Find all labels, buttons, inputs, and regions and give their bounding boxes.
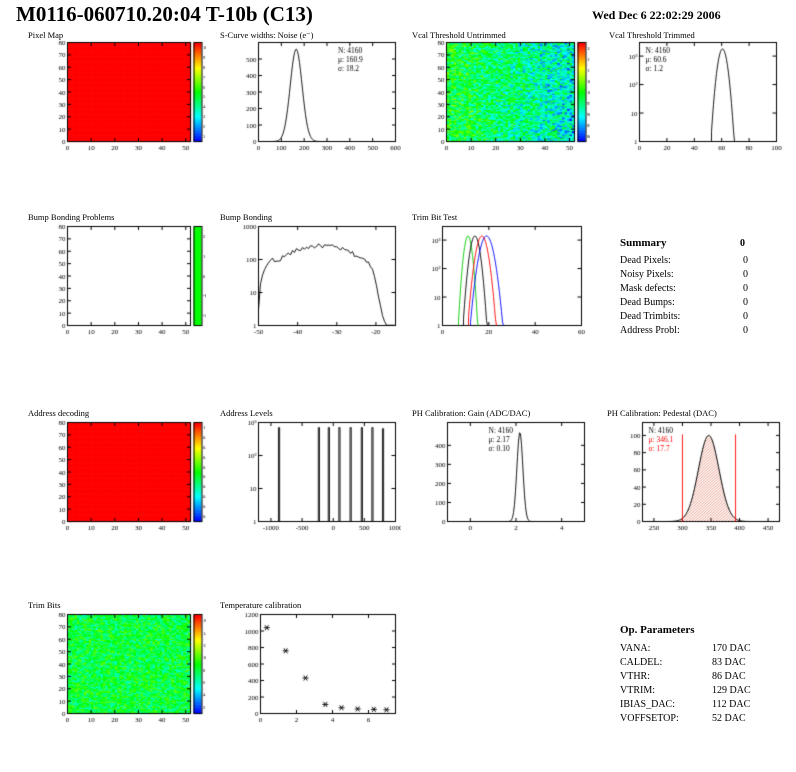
summary-label: Mask defects: (620, 283, 676, 294)
chart-title: Vcal Threshold Trimmed (609, 30, 695, 40)
summary-label: Dead Bumps: (620, 297, 675, 308)
chart-title: Bump Bonding Problems (28, 212, 115, 222)
summary-label: Noisy Pixels: (620, 269, 674, 280)
summary-value: 0 (743, 255, 748, 266)
chart-title: Pixel Map (28, 30, 64, 40)
op-value: 52 DAC (712, 713, 746, 724)
op-label: VTHR: (620, 671, 650, 682)
op-value: 83 DAC (712, 657, 746, 668)
panel-bump-bonding-problems[interactable] (26, 212, 206, 342)
summary-value: 0 (743, 297, 748, 308)
panel-ph-calibration-pedestal[interactable] (605, 408, 795, 538)
chart-title: Address Levels (220, 408, 273, 418)
chart-title: Vcal Threshold Untrimmed (412, 30, 506, 40)
panel-vcal-threshold-untrimmed[interactable] (410, 30, 595, 155)
summary-label: Dead Trimbits: (620, 311, 681, 322)
op-label: VOFFSETOP: (620, 713, 679, 724)
panel-address-decoding[interactable] (26, 408, 206, 538)
panel-temperature-calibration[interactable] (218, 600, 408, 735)
chart-title: PH Calibration: Pedestal (DAC) (607, 408, 717, 418)
op-value: 86 DAC (712, 671, 746, 682)
panel-bump-bonding[interactable] (218, 212, 408, 342)
chart-title: Address decoding (28, 408, 90, 418)
summary-value: 0 (743, 269, 748, 280)
panel-s-curve-widths[interactable] (218, 30, 408, 155)
summary-title: Summary (620, 237, 667, 249)
summary-label: Address Probl: (620, 325, 680, 336)
date-stamp: Wed Dec 6 22:02:29 2006 (592, 8, 721, 22)
chart-title: Trim Bit Test (412, 212, 458, 222)
summary-total: 0 (740, 238, 745, 249)
panel-vcal-threshold-trimmed[interactable] (607, 30, 792, 155)
chart-title: PH Calibration: Gain (ADC/DAC) (412, 408, 531, 418)
page-title: M0116-060710.20:04 T-10b (C13) (16, 2, 313, 26)
summary-label: Dead Pixels: (620, 255, 671, 266)
chart-title: Bump Bonding (220, 212, 273, 222)
summary-value: 0 (743, 311, 748, 322)
summary-value: 0 (743, 283, 748, 294)
op-value: 112 DAC (712, 699, 751, 710)
chart-title: Temperature calibration (220, 600, 302, 610)
panel-trim-bits[interactable] (26, 600, 206, 735)
panel-address-levels[interactable] (218, 408, 408, 538)
chart-title: Trim Bits (28, 600, 61, 610)
op-value: 170 DAC (712, 643, 751, 654)
panel-trim-bit-test[interactable] (410, 212, 595, 342)
op-parameters-title: Op. Parameters (620, 624, 695, 636)
op-label: VTRIM: (620, 685, 655, 696)
panel-ph-calibration-gain[interactable] (410, 408, 600, 538)
op-label: VANA: (620, 643, 651, 654)
chart-title: S-Curve widths: Noise (e⁻) (220, 30, 314, 40)
op-value: 129 DAC (712, 685, 751, 696)
op-label: IBIAS_DAC: (620, 699, 676, 710)
panel-pixel-map[interactable] (26, 30, 206, 155)
op-label: CALDEL: (620, 657, 663, 668)
summary-value: 0 (743, 325, 748, 336)
